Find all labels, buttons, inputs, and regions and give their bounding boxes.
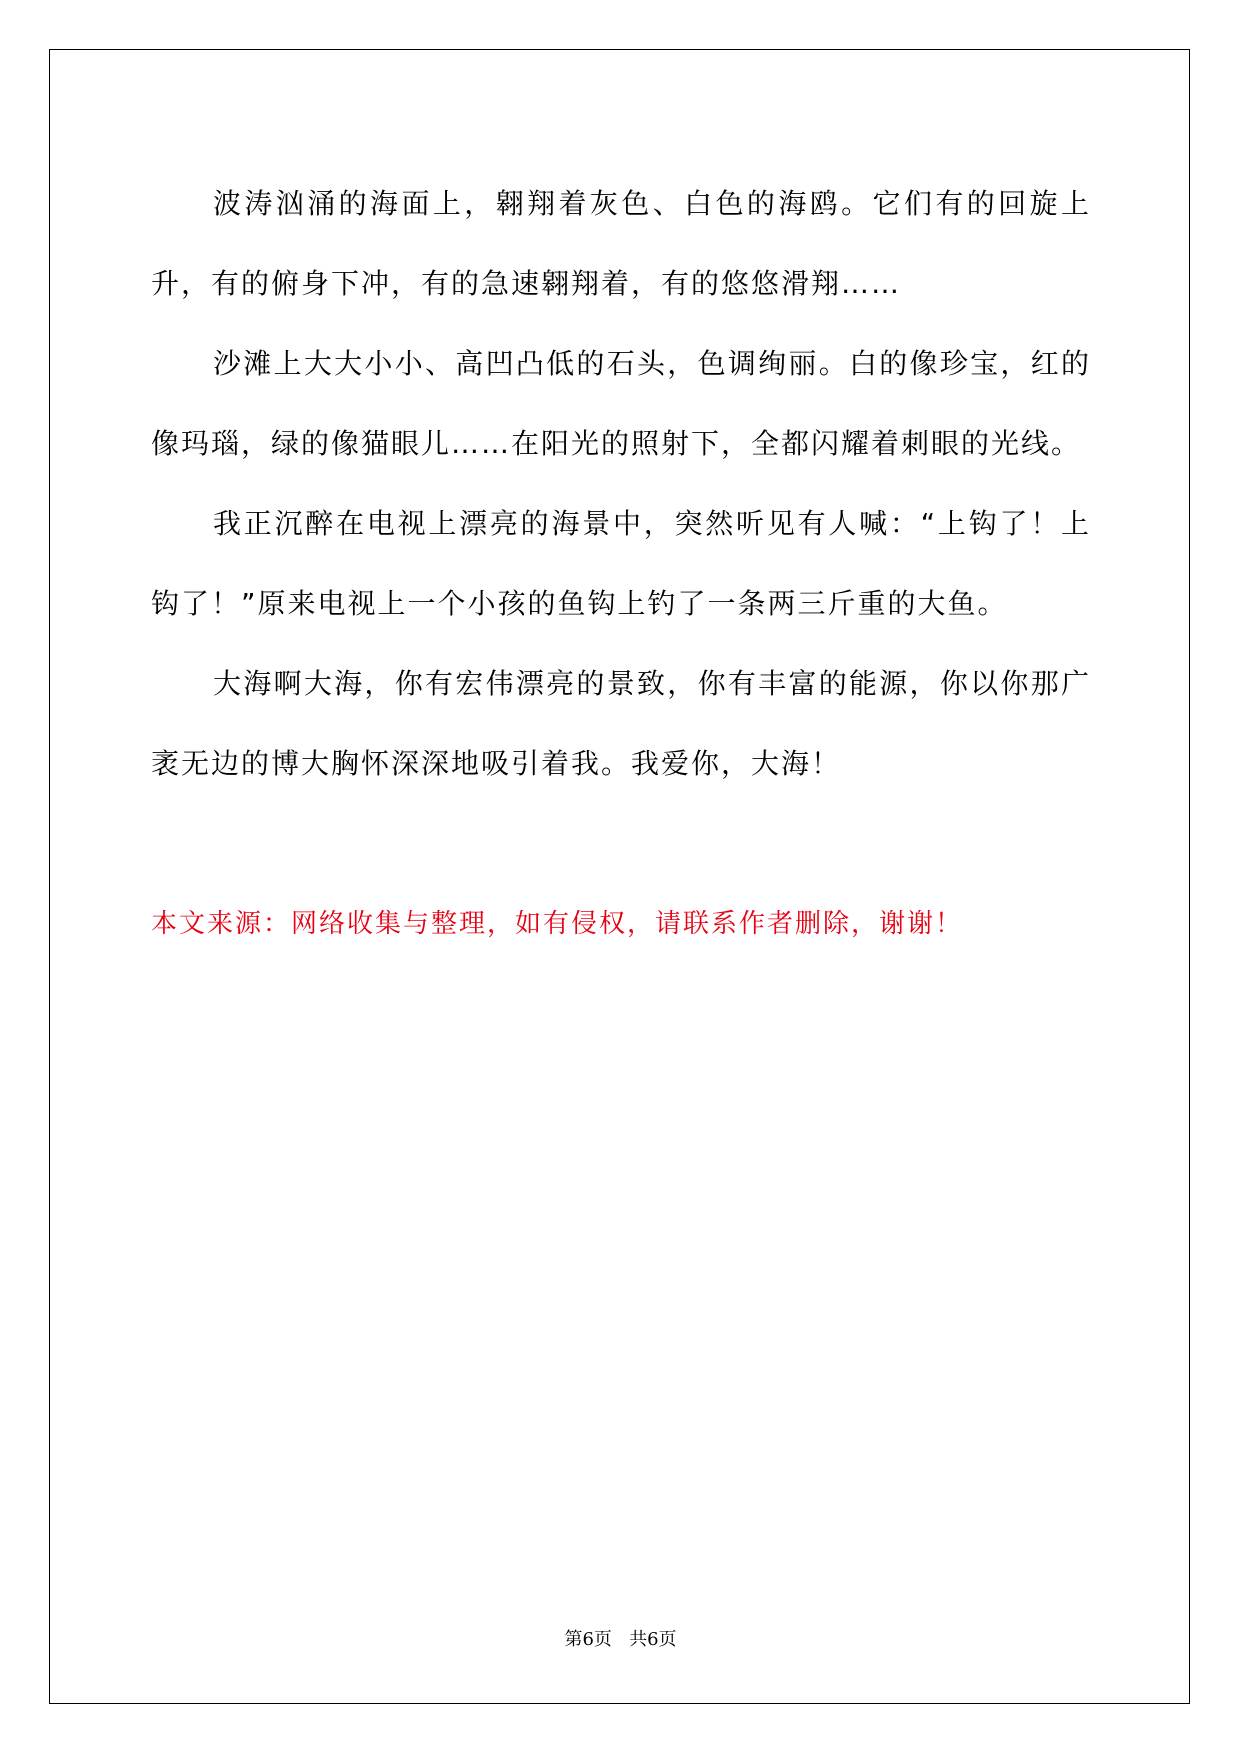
page-number: 第6页	[564, 1629, 612, 1650]
source-note: 本文来源：网络收集与整理，如有侵权，请联系作者删除，谢谢！	[151, 909, 964, 939]
document-body	[151, 164, 1091, 964]
page-footer	[0, 1625, 1241, 1651]
paragraph-seagulls: 波涛汹涌的海面上，翱翔着灰色、白色的海鸥。它们有的回旋上升，有的俯身下冲，有的急速翱翔着，有的悠悠滑翔……	[151, 187, 1091, 300]
paragraph-ode-to-sea: 大海啊大海，你有宏伟漂亮的景致，你有丰富的能源，你以你那广袤无边的博大胸怀深深地吸引着我。我爱你，大海！	[151, 667, 1091, 780]
paragraph-stones: 沙滩上大大小小、高凹凸低的石头，色调绚丽。白的像珍宝，红的像玛瑙，绿的像猫眼儿……在阳光的照射下，全都闪耀着刺眼的光线。	[151, 347, 1091, 460]
paragraph-fishing: 我正沉醉在电视上漂亮的海景中，突然听见有人喊：“上钩了！上钩了！”原来电视上一个小孩的鱼钩上钓了一条两三斤重的大鱼。	[151, 507, 1091, 620]
page-total: 共6页	[629, 1629, 677, 1650]
